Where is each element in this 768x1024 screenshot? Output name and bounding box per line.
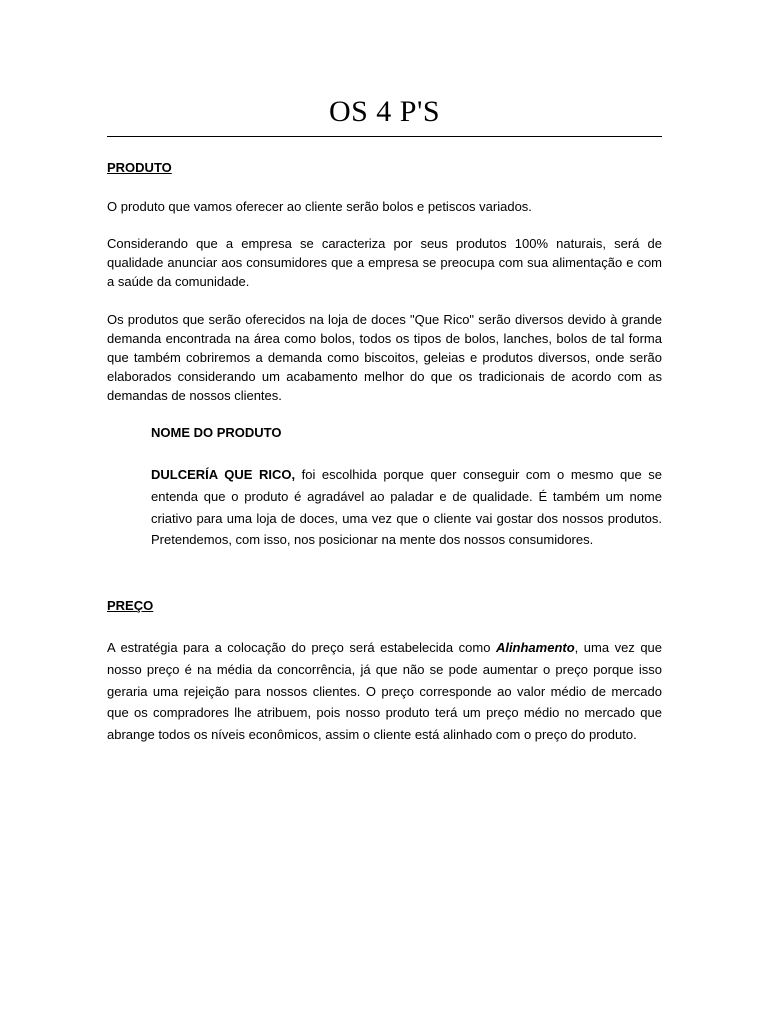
nome-do-produto-paragraph — [151, 464, 662, 551]
section-heading-produto: PRODUTO — [107, 160, 172, 175]
produto-paragraph-2: Considerando que a empresa se caracteriza por seus produtos 100% naturais, será de qualidade anunciar aos consumidores que a empresa se preocupa com sua alimentação e com a saúde da comunidade. — [107, 236, 662, 289]
produto-paragraph-3: Os produtos que serão oferecidos na loja de doces "Que Rico" serão diversos devido à grande demanda encontrada na área como bolos, todos os tipos de bolos, lanches, bolos de tal forma que também cobriremos a demanda como biscoitos, geleias e produtos diversos, onde serão elaborados considerando um acabamento melhor do que os tradicionais de acordo com as demandas de nossos clientes. — [107, 312, 662, 403]
produto-paragraph-1: O produto que vamos oferecer ao cliente serão bolos e petiscos variados. — [107, 199, 532, 214]
title-underline-rule — [107, 136, 662, 137]
nome-do-produto-text: foi escolhida porque quer conseguir com o mesmo que se entenda que o produto é agradável ao paladar e de qualidade. É também um nome criativo para uma loja de doces, uma vez que o cliente vai gostar dos nossos produtos. Pretendemos, com isso, nos posicionar na mente dos nossos consumidores. — [151, 467, 662, 548]
product-name-bold: DULCERÍA QUE RICO, — [151, 467, 296, 482]
document-title: OS 4 P'S — [328, 95, 441, 128]
preco-text-before: A estratégia para a colocação do preço será estabelecida como — [107, 640, 496, 655]
preco-emphasis: Alinhamento — [495, 640, 575, 655]
section-heading-nome-do-produto: NOME DO PRODUTO — [151, 425, 282, 440]
section-heading-preco: PREÇO — [107, 598, 154, 613]
preco-paragraph — [107, 637, 662, 746]
preco-text-after: , uma vez que nosso preço é na média da concorrência, já que não se pode aumentar o preço porque isso geraria uma rejeição para nossos clientes. O preço corresponde ao valor médio de mercado que os compradores lhe atribuem, pois nosso produto terá um preço médio no mercado que abrange todos os níveis econômicos, assim o cliente está alinhado com o preço do produto. — [107, 640, 663, 743]
